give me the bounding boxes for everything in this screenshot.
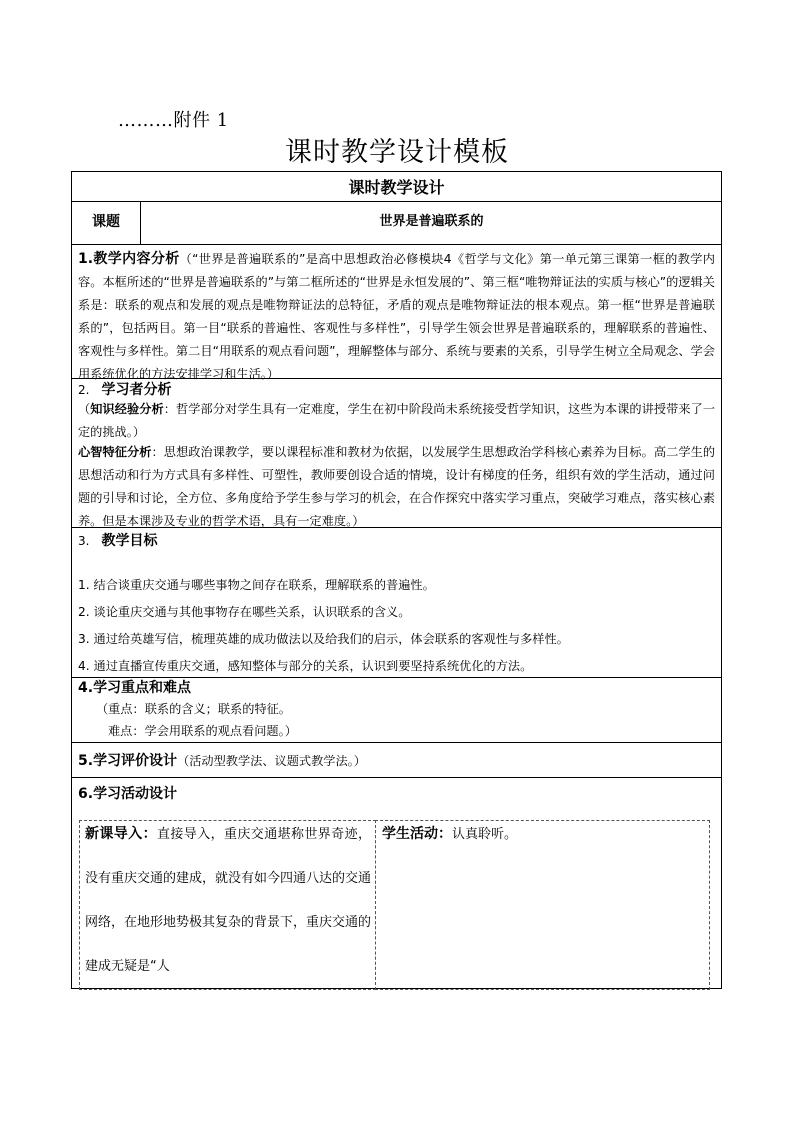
- topic-label: 课题: [92, 214, 120, 230]
- knowledge-body: ：哲学部分对学生具有一定难度，学生在初中阶段尚未系统接受哲学知识，这些为本课的讲授带来了一定的挑战。）: [78, 402, 716, 439]
- lesson-design-table: [71, 171, 722, 989]
- intro-label: 新课导入：: [85, 826, 157, 842]
- section-heading: 学习评价设计: [93, 753, 178, 769]
- objective-item: 3. 通过给英雄写信，梳理英雄的成功做法以及给我们的启示，体会联系的客观性与多样性。: [78, 632, 569, 646]
- section-number: 6.: [78, 786, 94, 802]
- section-learner-analysis-p2: [78, 441, 715, 533]
- section-heading: 教学内容分析: [93, 251, 180, 267]
- section-number: 2.: [78, 383, 90, 397]
- section-number: 1.: [78, 251, 94, 267]
- paren-open: （: [78, 402, 91, 416]
- difficult-points: 难点：学会用联系的观点看问题。）: [108, 724, 297, 738]
- topic-value: 世界是普遍联系的: [379, 214, 484, 229]
- section-learner-analysis-header: [78, 379, 171, 399]
- section-number: 3.: [78, 534, 90, 548]
- divider: [72, 201, 721, 202]
- section-key-difficulty-header: [78, 677, 191, 697]
- attachment-label: ………附件 1: [118, 110, 229, 131]
- section-heading: 教学目标: [101, 533, 158, 549]
- section-learner-analysis-p1: [78, 398, 715, 444]
- section-objectives-header: [78, 530, 157, 550]
- section-heading: 学习重点和难点: [93, 680, 192, 696]
- section-evaluation: [78, 750, 366, 770]
- knowledge-label: 知识经验分析: [90, 402, 164, 416]
- student-activity-text: [382, 812, 702, 857]
- objective-item: 4. 通过直播宣传重庆交通，感知整体与部分的关系，认识到要坚持系统优化的方法。: [78, 659, 533, 673]
- objective-item: 1. 结合谈重庆交通与哪些事物之间存在联系，理解联系的普遍性。: [78, 578, 435, 592]
- objective-item: 2. 谈论重庆交通与其他事物存在哪些关系，认识联系的含义。: [78, 605, 411, 619]
- table-title: 课时教学设计: [348, 178, 445, 197]
- teacher-activity-text: [85, 812, 371, 989]
- divider: [72, 742, 721, 743]
- section-heading: 学习活动设计: [93, 786, 178, 802]
- student-activity-label: 学生活动：: [382, 826, 452, 842]
- document-title: 课时教学设计模板: [285, 137, 509, 168]
- divider: [72, 527, 721, 528]
- divider: [72, 777, 721, 778]
- section-content-analysis: [78, 248, 715, 386]
- divider: [72, 244, 721, 245]
- section-number: 5.: [78, 753, 94, 769]
- student-activity-body: 认真聆听。: [452, 827, 518, 842]
- section-heading: 学习者分析: [101, 382, 172, 398]
- section-number: 4.: [78, 680, 94, 696]
- key-points: （重点：联系的含义；联系的特征。: [96, 702, 291, 716]
- section-body: （“世界是普遍联系的”是高中思想政治必修模块4《哲学与文化》第一单元第三课第一框的教学内容。本框所述的“世界是普遍联系的”与第二框所述的“世界是永恒发展的”、第三框“唯物辩证法的实质与核心”的逻辑关系是：联系的观点和发展的观点是唯物辩证法的总特征，矛盾的观点是唯物辩证法的根本观点。第一框“世界是普遍联系的”，包括两目。第一目“联系的普遍性、客观性与多样性”，引导学生领会世界是普遍联系的，理解联系的普遍性、客观性与多样性。第二目“用联系的观点看问题”，理解整体与部分、系统与要素的关系，引导学生树立全局观念、学会用系统优化的方法安排学习和生活。）: [78, 252, 715, 381]
- mental-body: ：思想政治课教学，要以课程标准和教材为依据，以发展学生思想政治学科核心素养为目标。高二学生的思想活动和行为方式具有多样性、可塑性，教师要创设合适的情境，设计有梯度的任务，组织有效的学生活动，通过问题的引导和讨论，全方位、多角度给予学生参与学习的机会，在合作探究中落实学习重点，突破学习难点，落实核心素养。但是本课涉及专业的哲学术语，具有一定难度。）: [78, 445, 716, 528]
- mental-label: 心智特征分析: [78, 445, 152, 459]
- section-body: （活动型教学法、议题式教学法。）: [177, 754, 366, 768]
- section-activity-header: [78, 783, 177, 803]
- intro-body: 直接导入，重庆交通堪称世界奇迹，没有重庆交通的建成，就没有如今四通八达的交通网络，在地形地势极其复杂的背景下，重庆交通的建成无疑是“人: [85, 827, 372, 974]
